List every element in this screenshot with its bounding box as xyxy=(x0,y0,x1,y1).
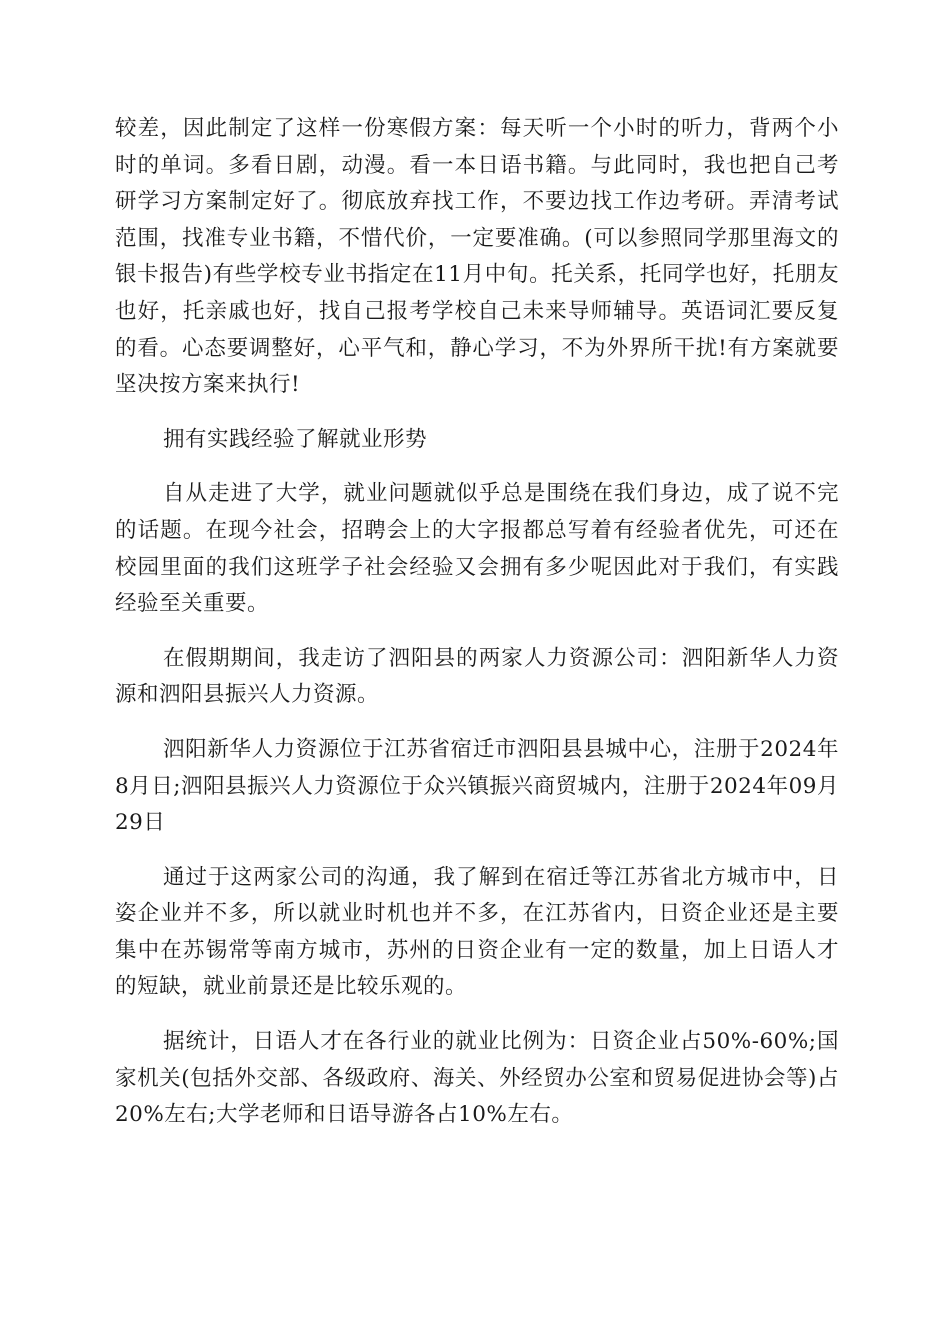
paragraph-employment-issue: 自从走进了大学，就业问题就似乎总是围绕在我们身边，成了说不完的话题。在现今社会，招聘会上的大字报都总写着有经验者优先，可还在校园里面的我们这班学子社会经验又会拥有多少呢因此对于我们，有实践经验至关重要。 xyxy=(115,481,839,617)
paragraph-communication: 通过于这两家公司的沟通，我了解到在宿迁等江苏省北方城市中，日姿企业并不多，所以就业时机也并不多，在江苏省内，日资企业还是主要集中在苏锡常等南方城市，苏州的日资企业有一定的数量，加上日语人才的短缺，就业前景还是比较乐观的。 xyxy=(115,864,839,1000)
paragraph-visit: 在假期期间，我走访了泗阳县的两家人力资源公司：泗阳新华人力资源和泗阳县振兴人力资源。 xyxy=(115,645,839,708)
paragraph-study-plan: 较差，因此制定了这样一份寒假方案：每天听一个小时的听力，背两个小时的单词。多看日剧，动漫。看一本日语书籍。与此同时，我也把自己考研学习方案制定好了。彻底放弃找工作，不要边找工作边考研。弄清考试范围，找准专业书籍，不惜代价，一定要准确。(可以参照同学那里海文的银卡报告)有些学校专业书指定在11月中旬。托关系，托同学也好，托朋友也好，托亲戚也好，找自己报考学校自己未来导师辅导。英语词汇要反复的看。心态要调整好，心平气和，静心学习，不为外界所干扰!有方案就要坚决按方案来执行! xyxy=(115,116,839,398)
paragraph-companies: 泗阳新华人力资源位于江苏省宿迁市泗阳县县城中心，注册于2024年8月日;泗阳县振兴人力资源位于众兴镇振兴商贸城内，注册于2024年09月29日 xyxy=(115,736,839,836)
document-body xyxy=(115,111,839,1134)
section-heading-practice: 拥有实践经验了解就业形势 xyxy=(163,426,428,452)
paragraph-statistics: 据统计，日语人才在各行业的就业比例为：日资企业占50%-60%;国家机关(包括外交部、各级政府、海关、外经贸办公室和贸易促进协会等)占20%左右;大学老师和日语导游各占10%左右。 xyxy=(115,1029,839,1128)
